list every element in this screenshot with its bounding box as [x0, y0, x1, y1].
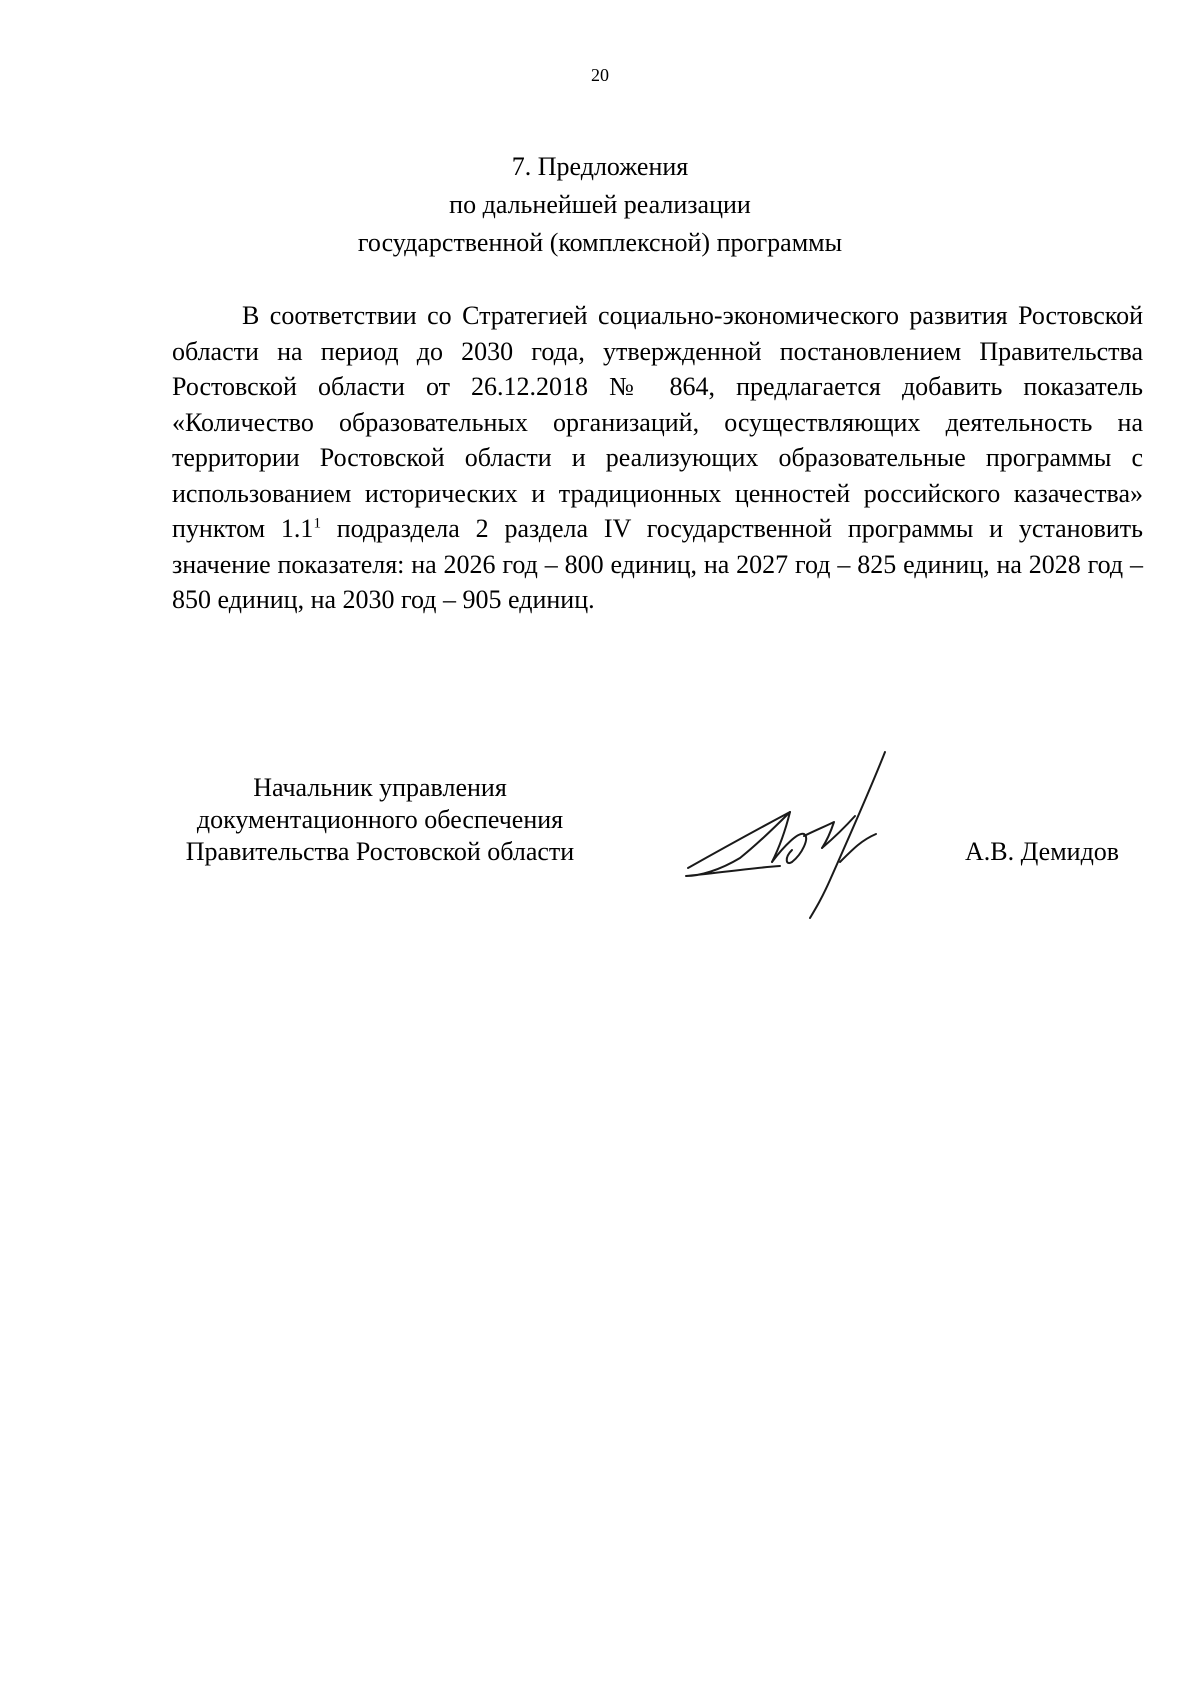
body-paragraph	[172, 298, 1143, 618]
section-heading-line-2: по дальнейшей реализации	[449, 190, 751, 219]
footnote-mark: 1	[313, 515, 321, 532]
signatory-position-line-3: Правительства Ростовской области	[185, 837, 575, 866]
section-heading-line-3: государственной (комплексной) программы	[357, 228, 843, 257]
section-heading-line-1: 7. Предложения	[511, 152, 689, 181]
signatory-position	[170, 772, 590, 868]
signatory-position-line-2: документационного обеспечения	[196, 805, 564, 834]
signatory-name: А.В. Демидов	[965, 837, 1120, 866]
handwritten-signature	[680, 750, 960, 920]
body-text-continuation: подраздела 2 раздела IV государственной программы и установить значение показателя: на 2026 год – 800 единиц, на 2027 год – 825 единиц, на 2028 год – 850 единиц, на 2030 год – 905 единиц.	[172, 514, 1143, 614]
body-text-main: В соответствии со Стратегией социально-экономического развития Ростовской области на период до 2030 года, утвержденной постановлением Правительства Ростовской области от 26.12.2018 № 864, предлагается добавить показатель «Количество образовательных организаций, осуществляющих деятельность на территории Ростовской области и реализующих образовательные программы с использованием исторических и традиционных ценностей российского казачества» пунктом 1.1	[172, 301, 1143, 543]
section-heading	[0, 148, 1200, 262]
signatory-position-line-1: Начальник управления	[253, 773, 507, 802]
page-number: 20	[591, 65, 609, 85]
